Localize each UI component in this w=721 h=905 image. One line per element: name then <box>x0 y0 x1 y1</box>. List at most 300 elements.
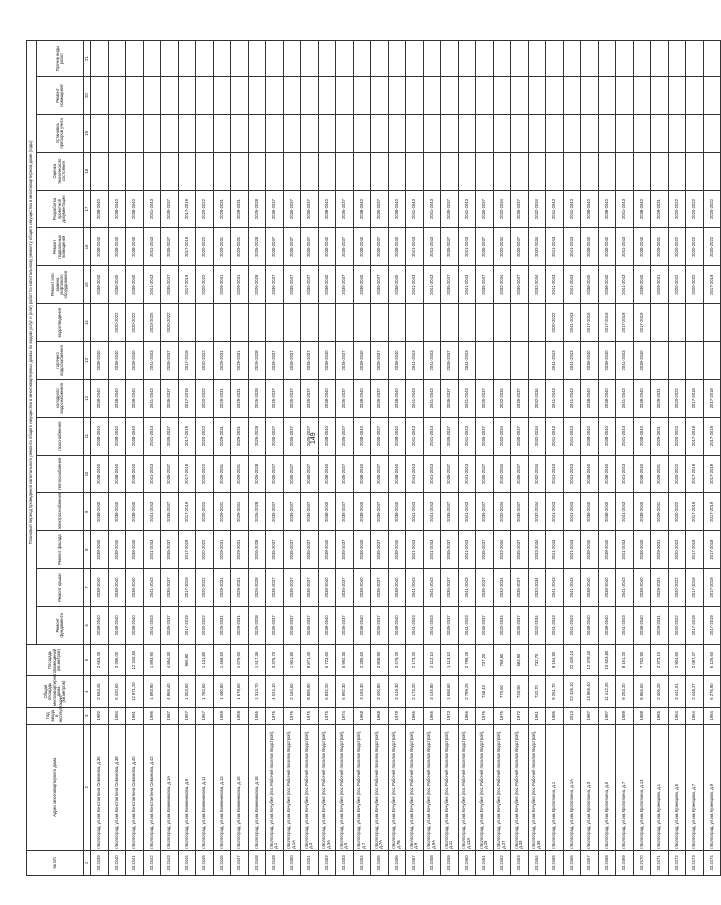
row-number: 33.2445 <box>196 850 214 875</box>
row-period: 2035-2037 <box>266 531 284 569</box>
row-period: 2038-2040 <box>388 569 406 607</box>
row-period: 2038-2040 <box>353 342 371 380</box>
row-number: 33.2443 <box>161 850 179 875</box>
header-sub-3: электроснабжения <box>37 493 84 531</box>
row-period: 2029-2031 <box>231 455 249 493</box>
row-period: 2038-2040 <box>598 606 616 644</box>
row-period <box>91 41 109 77</box>
row-period: 2038-2040 <box>91 493 109 531</box>
row-period: 2035-2037 <box>161 531 179 569</box>
row-period: 2041-2043 <box>406 417 424 455</box>
row-period <box>266 304 284 342</box>
row-period: 2026-2028 <box>248 228 266 266</box>
row-year: 1976 <box>493 707 511 724</box>
row-period: 2038-2040 <box>318 455 336 493</box>
table-row <box>651 41 669 876</box>
row-period: 2038-2040 <box>633 531 651 569</box>
row-period: 2041-2043 <box>546 455 564 493</box>
row-period: 2041-2043 <box>616 417 634 455</box>
row-period: 2041-2043 <box>423 228 441 266</box>
row-period <box>441 114 459 152</box>
table-row <box>126 41 144 876</box>
row-total-area: 3 400,80 <box>371 676 389 708</box>
row-period: 2026-2028 <box>248 569 266 607</box>
row-period <box>458 304 476 342</box>
row-period: 2035-2037 <box>336 455 354 493</box>
row-year: 1968 <box>371 707 389 724</box>
row-address: г.Волгоград, ул.им.Кожевникова, д.1А <box>161 724 179 850</box>
row-year: 1978 <box>388 707 406 724</box>
row-year: 1966 <box>406 707 424 724</box>
row-period: 2029-2031 <box>651 493 669 531</box>
row-period <box>493 152 511 190</box>
row-period: 2020-2022 <box>196 266 214 304</box>
row-number: 33.2469 <box>616 850 634 875</box>
row-year: 1961 <box>528 707 546 724</box>
row-period <box>686 342 704 380</box>
row-living-area: 12 245,50 <box>126 644 144 676</box>
column-number: 1 <box>84 850 91 875</box>
row-period <box>388 77 406 115</box>
row-period <box>301 304 319 342</box>
row-period <box>248 152 266 190</box>
row-period <box>703 304 721 342</box>
row-period <box>703 152 721 190</box>
row-period: 2035-2037 <box>511 569 529 607</box>
row-period: 2035-2037 <box>476 417 494 455</box>
row-period: 2038-2040 <box>598 569 616 607</box>
row-period: 2038-2040 <box>388 531 406 569</box>
row-period: 2038-2040 <box>633 190 651 228</box>
column-number: 2 <box>84 724 91 850</box>
row-period <box>581 41 599 77</box>
header-living-area: Площадь помещений (кв.метров) <box>27 644 84 676</box>
row-period: 2029-2031 <box>213 190 231 228</box>
row-period <box>143 77 161 115</box>
row-period: 2035-2037 <box>336 417 354 455</box>
row-period: 2041-2043 <box>406 228 424 266</box>
header-sub-4: теплоснабжения <box>37 455 84 493</box>
row-period <box>406 114 424 152</box>
row-period <box>528 152 546 190</box>
row-period: 2038-2040 <box>108 228 126 266</box>
row-period: 2041-2043 <box>546 190 564 228</box>
row-period <box>388 152 406 190</box>
row-period: 2038-2040 <box>598 531 616 569</box>
row-period: 2035-2037 <box>441 606 459 644</box>
row-period: 2035-2037 <box>161 606 179 644</box>
column-number: 21 <box>84 41 91 77</box>
row-period: 2020-2022 <box>196 228 214 266</box>
row-number: 33.2440 <box>108 850 126 875</box>
row-period: 2029-2031 <box>231 266 249 304</box>
row-address: г.Волгоград, ул.им.Кочубея (пос.Рабочий поселок Водстрой), д.7Б <box>388 724 406 850</box>
row-period: 2038-2040 <box>126 569 144 607</box>
row-address: г.Волгоград, ул.им.Кропоткина, д.1А <box>563 724 581 850</box>
row-period: 2035-2037 <box>511 606 529 644</box>
row-period <box>423 77 441 115</box>
row-period: 2017-2019 <box>616 304 634 342</box>
row-period: 2038-2040 <box>598 190 616 228</box>
row-period <box>511 342 529 380</box>
column-number: 16 <box>84 228 91 266</box>
row-period: 2035-2037 <box>283 493 301 531</box>
table-row <box>231 41 249 876</box>
row-period: 2038-2040 <box>633 606 651 644</box>
row-period: 2035-2037 <box>161 569 179 607</box>
row-period: 2035-2037 <box>161 417 179 455</box>
row-period: 2035-2037 <box>283 455 301 493</box>
row-period <box>231 41 249 77</box>
row-year: 1975 <box>301 707 319 724</box>
row-period: 2035-2037 <box>336 190 354 228</box>
row-period: 2020-2022 <box>686 266 704 304</box>
row-period: 2029-2031 <box>651 190 669 228</box>
row-number: 33.2453 <box>336 850 354 875</box>
table-row <box>213 41 231 876</box>
row-total-area: 1 003,60 <box>178 676 196 708</box>
row-period <box>528 77 546 115</box>
row-period: 2041-2043 <box>423 190 441 228</box>
row-total-area: 12 871,20 <box>126 676 144 708</box>
row-period <box>266 41 284 77</box>
row-total-area: 770,60 <box>493 676 511 708</box>
row-address: г.Волгоград, ул.им.Константина Симонова, д.42 <box>143 724 161 850</box>
row-year: 1959 <box>231 707 249 724</box>
row-period: 2020-2022 <box>196 417 214 455</box>
row-period: 2035-2037 <box>301 606 319 644</box>
row-living-area: 732,70 <box>528 644 546 676</box>
row-period <box>406 41 424 77</box>
row-period: 2041-2043 <box>406 569 424 607</box>
row-period: 2017-2019 <box>178 493 196 531</box>
row-period: 2032-2034 <box>528 569 546 607</box>
row-period: 2038-2040 <box>353 493 371 531</box>
row-period <box>423 41 441 77</box>
row-period: 2035-2037 <box>266 417 284 455</box>
row-address: г.Волгоград, ул.им.Кропоткина, д.1 <box>546 724 564 850</box>
row-number: 33.2439 <box>91 850 109 875</box>
row-total-area: 738,43 <box>476 676 494 708</box>
row-period <box>511 77 529 115</box>
row-period <box>441 152 459 190</box>
row-period: 2038-2040 <box>126 379 144 417</box>
row-period <box>248 304 266 342</box>
row-address: г.Волгоград, ул.им.Кочубея (пос.Рабочий поселок Водстрой), д.33 <box>511 724 529 850</box>
row-period: 2041-2043 <box>406 493 424 531</box>
row-living-area: 1 901,90 <box>283 644 301 676</box>
row-period <box>283 152 301 190</box>
row-period <box>686 41 704 77</box>
row-period: 2020-2022 <box>668 190 686 228</box>
row-period <box>406 77 424 115</box>
row-period: 2038-2040 <box>388 228 406 266</box>
row-period: 2020-2022 <box>546 304 564 342</box>
row-period <box>703 41 721 77</box>
row-period: 2017-2019 <box>703 493 721 531</box>
row-period: 2038-2040 <box>353 606 371 644</box>
row-number: 33.2448 <box>248 850 266 875</box>
row-period <box>616 152 634 190</box>
row-period: 2041-2043 <box>546 342 564 380</box>
row-period: 2041-2043 <box>458 417 476 455</box>
column-number: 20 <box>84 77 91 115</box>
row-period: 2038-2040 <box>108 531 126 569</box>
row-period: 2041-2043 <box>563 455 581 493</box>
row-living-area: 12 378,40 <box>581 644 599 676</box>
row-period: 2035-2037 <box>266 455 284 493</box>
row-period <box>178 41 196 77</box>
row-address: г.Волгоград, ул.им.Кочубея (пос.Рабочий поселок Водстрой), д.9А <box>423 724 441 850</box>
row-period <box>493 41 511 77</box>
row-period <box>231 304 249 342</box>
row-year: 1991 <box>126 707 144 724</box>
row-period: 2017-2019 <box>703 455 721 493</box>
row-period: 2035-2037 <box>266 606 284 644</box>
row-total-area: 2 448,27 <box>686 676 704 708</box>
row-period: 2038-2040 <box>126 190 144 228</box>
row-period <box>528 41 546 77</box>
row-period: 2035-2037 <box>301 417 319 455</box>
row-period: 2020-2022 <box>161 304 179 342</box>
column-number: 8 <box>84 531 91 569</box>
row-period <box>546 41 564 77</box>
row-period <box>108 77 126 115</box>
row-period: 2026-2028 <box>248 266 266 304</box>
row-period: 2035-2037 <box>336 569 354 607</box>
row-number: 33.2441 <box>126 850 144 875</box>
row-period: 2041-2043 <box>616 228 634 266</box>
row-living-area: 2 285,60 <box>353 644 371 676</box>
row-total-area: 3 441,51 <box>668 676 686 708</box>
row-period: 2041-2043 <box>616 531 634 569</box>
row-period <box>406 152 424 190</box>
row-period <box>266 77 284 115</box>
row-period: 2035-2037 <box>161 379 179 417</box>
row-period: 2038-2040 <box>126 342 144 380</box>
row-period: 2038-2040 <box>633 228 651 266</box>
column-number-row <box>84 41 91 876</box>
row-period: 2029-2031 <box>213 228 231 266</box>
row-period <box>301 41 319 77</box>
row-address: г.Волгоград, ул.им.Кочубея (пос.Рабочий поселок Водстрой), д.3А <box>318 724 336 850</box>
row-period: 2038-2040 <box>388 493 406 531</box>
row-living-area: 3 376,70 <box>266 644 284 676</box>
row-address: г.Волгоград, ул.им.Кропоткина, д.3 <box>581 724 599 850</box>
row-period: 2029-2031 <box>231 379 249 417</box>
row-period: 2035-2037 <box>371 342 389 380</box>
row-address: г.Волгоград, ул.им.Кожевникова, д.9 <box>178 724 196 850</box>
row-living-area: 8 871,40 <box>301 644 319 676</box>
row-period: 2041-2043 <box>423 379 441 417</box>
row-period <box>388 304 406 342</box>
row-address: г.Волгоград, ул.им.Кочубея (пос.Рабочий поселок Водстрой), д.7 <box>353 724 371 850</box>
row-period: 2038-2040 <box>318 266 336 304</box>
header-sub-15: Прочие виды работ <box>37 41 84 77</box>
row-period <box>336 114 354 152</box>
table-row <box>301 41 319 876</box>
row-period: 2035-2037 <box>511 417 529 455</box>
row-year: 1973 <box>441 707 459 724</box>
row-period <box>668 342 686 380</box>
row-period: 2038-2040 <box>581 606 599 644</box>
row-period: 2041-2043 <box>458 606 476 644</box>
row-year: 1986 <box>546 707 564 724</box>
header-year: Год ввода в эксплуатацию <box>27 707 84 724</box>
row-living-area: 3 296,00 <box>108 644 126 676</box>
row-period <box>301 114 319 152</box>
row-period: 2041-2043 <box>406 190 424 228</box>
row-year: 1974 <box>336 707 354 724</box>
row-period: 2020-2022 <box>703 228 721 266</box>
row-period: 2041-2043 <box>616 569 634 607</box>
table-row <box>143 41 161 876</box>
row-period: 2035-2037 <box>161 266 179 304</box>
row-address: г.Волгоград, ул.им.Кузнецова, д.9 <box>703 724 721 850</box>
row-year: 1976 <box>266 707 284 724</box>
row-total-area: 1 480,80 <box>213 676 231 708</box>
row-address: г.Волгоград, ул.им.Кожевникова, д.11 <box>196 724 214 850</box>
row-period: 2038-2040 <box>633 417 651 455</box>
column-number: 7 <box>84 569 91 607</box>
row-period: 2038-2040 <box>91 569 109 607</box>
row-period <box>493 342 511 380</box>
row-period: 2038-2040 <box>91 266 109 304</box>
row-period: 2035-2037 <box>283 569 301 607</box>
row-total-area: 1 313,70 <box>248 676 266 708</box>
row-period <box>476 342 494 380</box>
row-period <box>441 41 459 77</box>
row-year: 1987 <box>581 707 599 724</box>
row-period: 2038-2040 <box>633 493 651 531</box>
column-number: 18 <box>84 152 91 190</box>
row-number: 33.2470 <box>633 850 651 875</box>
row-period: 2035-2037 <box>266 266 284 304</box>
table-row <box>406 41 424 876</box>
table-row <box>336 41 354 876</box>
row-living-area: 1 893,90 <box>143 644 161 676</box>
row-address: г.Волгоград, ул.им.Кочубея (пос.Рабочий поселок Водстрой), д.5 <box>336 724 354 850</box>
row-period: 2029-2031 <box>231 531 249 569</box>
row-period: 2038-2040 <box>126 606 144 644</box>
row-number: 33.2466 <box>563 850 581 875</box>
row-period <box>283 304 301 342</box>
row-period <box>213 114 231 152</box>
row-period: 2017-2019 <box>178 569 196 607</box>
capital-repair-table <box>26 40 721 876</box>
row-period: 2038-2040 <box>126 531 144 569</box>
row-period: 2038-2040 <box>318 379 336 417</box>
row-period: 2035-2037 <box>511 190 529 228</box>
table-row <box>598 41 616 876</box>
row-period: 2020-2022 <box>196 531 214 569</box>
row-period <box>668 152 686 190</box>
row-period <box>633 152 651 190</box>
row-number: 33.2450 <box>283 850 301 875</box>
row-period: 2026-2028 <box>248 531 266 569</box>
row-living-area: 2 373,10 <box>651 644 669 676</box>
row-living-area: 966,90 <box>178 644 196 676</box>
header-group-title: Плановый период проведения капитального ремонта общего имущества в многоквартирных домах по видам услуг и (или) работ по капитальному ремонту общего имущества в многоквартирном доме (годы) <box>27 41 37 645</box>
row-period: 2041-2043 <box>616 455 634 493</box>
row-period: 2038-2040 <box>633 569 651 607</box>
row-period <box>686 77 704 115</box>
row-living-area: 4 864,30 <box>161 644 179 676</box>
row-period <box>353 304 371 342</box>
row-period <box>353 77 371 115</box>
row-total-area: 3 419,30 <box>388 676 406 708</box>
row-period: 2017-2019 <box>686 493 704 531</box>
row-period: 2038-2040 <box>581 417 599 455</box>
table-row <box>318 41 336 876</box>
row-period: 2035-2037 <box>301 342 319 380</box>
row-address: г.Волгоград, ул.им.Кочубея (пос.Рабочий поселок Водстрой), д.1А <box>283 724 301 850</box>
row-address: г.Волгоград, ул.им.Кочубея (пос.Рабочий поселок Водстрой), д.9 <box>406 724 424 850</box>
row-period: 2017-2019 <box>703 379 721 417</box>
row-period: 2038-2040 <box>108 606 126 644</box>
row-address: г.Волгоград, ул.им.Кочубея (пос.Рабочий поселок Водстрой), д.3 <box>301 724 319 850</box>
row-living-area: 2 653,45 <box>91 644 109 676</box>
row-period <box>353 114 371 152</box>
row-period: 2035-2037 <box>371 417 389 455</box>
row-period: 2041-2043 <box>563 569 581 607</box>
column-number: 9 <box>84 493 91 531</box>
row-period: 2035-2037 <box>283 417 301 455</box>
row-period: 2041-2043 <box>143 569 161 607</box>
column-number: 14 <box>84 304 91 342</box>
row-period <box>703 114 721 152</box>
row-total-area: 13 865,40 <box>581 676 599 708</box>
row-period: 2020-2022 <box>668 228 686 266</box>
row-period: 2020-2022 <box>196 493 214 531</box>
row-period: 2017-2019 <box>178 455 196 493</box>
row-period <box>668 304 686 342</box>
row-period <box>91 77 109 115</box>
row-period: 2035-2037 <box>283 228 301 266</box>
row-period: 2041-2043 <box>546 493 564 531</box>
header-sub-9: Ремонт или замена лифтового оборудования <box>37 266 84 304</box>
row-year: 1965 <box>651 707 669 724</box>
row-period: 2038-2040 <box>598 228 616 266</box>
row-period <box>581 114 599 152</box>
row-period: 2035-2037 <box>161 190 179 228</box>
row-total-area: 732,70 <box>528 676 546 708</box>
row-period: 2041-2043 <box>546 228 564 266</box>
row-period: 2041-2043 <box>406 342 424 380</box>
row-period: 2041-2043 <box>458 569 476 607</box>
row-period: 2035-2037 <box>441 569 459 607</box>
row-period: 2041-2043 <box>143 342 161 380</box>
row-period: 2020-2022 <box>196 569 214 607</box>
row-period: 2035-2037 <box>301 379 319 417</box>
row-period: 2029-2031 <box>651 266 669 304</box>
row-period: 2035-2037 <box>441 417 459 455</box>
row-period: 2032-2034 <box>528 228 546 266</box>
row-period: 2041-2043 <box>406 531 424 569</box>
row-period: 2041-2043 <box>423 569 441 607</box>
row-address: г.Волгоград, ул.им.Константина Симонова, д.38 <box>108 724 126 850</box>
row-period: 2032-2034 <box>493 417 511 455</box>
table-row <box>581 41 599 876</box>
row-period: 2038-2040 <box>126 266 144 304</box>
header-sub-14: Ремонт помещений <box>37 77 84 115</box>
row-period: 2041-2043 <box>458 379 476 417</box>
row-period: 2041-2043 <box>616 606 634 644</box>
row-period: 2020-2022 <box>686 190 704 228</box>
row-period <box>283 77 301 115</box>
row-period <box>161 114 179 152</box>
row-number: 33.2456 <box>388 850 406 875</box>
